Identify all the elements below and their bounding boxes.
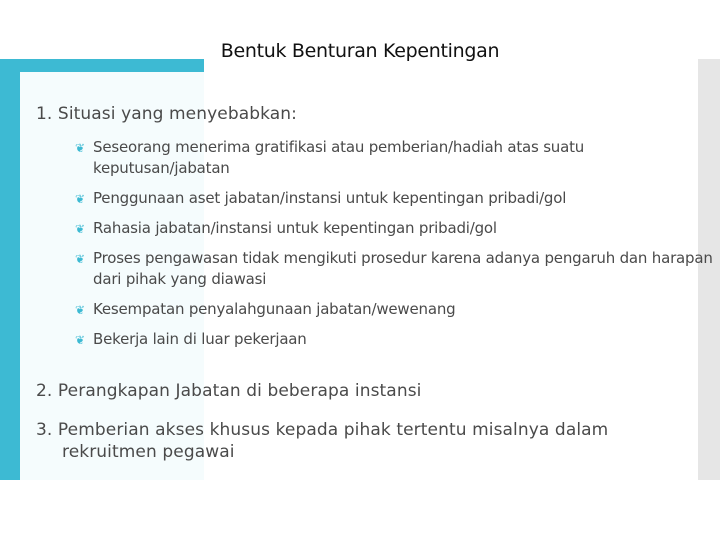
point-1-heading: 1. Situasi yang menyebabkan: <box>36 104 298 124</box>
bullet-text: Seseorang menerima gratifikasi atau pemberian/hadiah atas suatu keputusan/jabatan <box>93 138 585 177</box>
leaf-bullet-icon: ❦ <box>75 141 85 155</box>
list-item <box>75 299 715 320</box>
leaf-bullet-icon: ❦ <box>75 252 85 266</box>
list-item <box>75 329 715 350</box>
leaf-bullet-icon: ❦ <box>75 192 85 206</box>
list-item <box>75 188 715 209</box>
point-3-line-1: 3. Pemberian akses khusus kepada pihak tertentu misalnya dalam <box>36 420 609 440</box>
leaf-bullet-icon: ❦ <box>75 333 85 347</box>
leaf-bullet-icon: ❦ <box>75 303 85 317</box>
bullet-text: Proses pengawasan tidak mengikuti prosedur karena adanya pengaruh dan harapan dari pihak yang diawasi <box>93 249 713 288</box>
point-2-heading: 2. Perangkapan Jabatan di beberapa instansi <box>36 381 422 401</box>
point-3-heading <box>36 419 696 463</box>
bullet-text: Penggunaan aset jabatan/instansi untuk kepentingan pribadi/gol <box>93 189 567 207</box>
bullet-text: Kesempatan penyalahgunaan jabatan/wewenang <box>93 300 456 318</box>
list-item <box>75 248 715 290</box>
bullet-list <box>75 137 715 359</box>
point-3-line-2: rekruitmen pegawai <box>62 442 235 462</box>
slide-title: Bentuk Benturan Kepentingan <box>220 40 500 62</box>
leaf-bullet-icon: ❦ <box>75 222 85 236</box>
list-item <box>75 137 715 179</box>
list-item <box>75 218 715 239</box>
bullet-text: Rahasia jabatan/instansi untuk kepentingan pribadi/gol <box>93 219 497 237</box>
bullet-text: Bekerja lain di luar pekerjaan <box>93 330 307 348</box>
